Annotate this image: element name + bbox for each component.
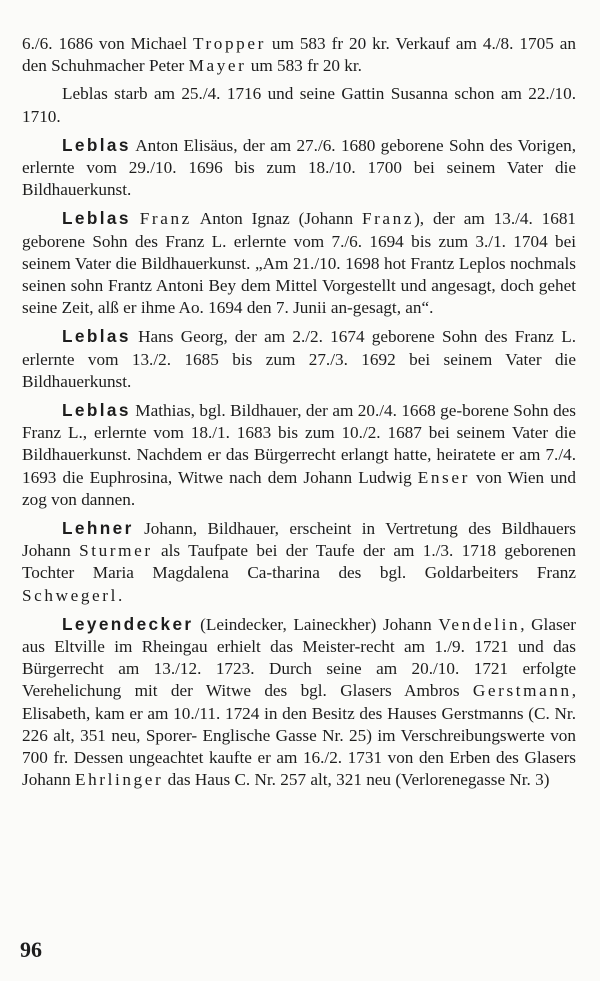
entry-leblas-mathias [22,399,576,511]
spaced-name: Tropper [192,34,266,53]
entry-surname: Leblas [62,134,131,155]
text-run: von Wien und zog von dannen. [22,467,576,509]
page-body [22,33,576,798]
paragraph-continuation [22,33,576,77]
text-run: um 583 fr 20 kr. [246,56,362,76]
entry-leyendecker-johann-vendelin [22,613,576,792]
text-run: ), der am 13./4. 1681 geborene Sohn des Franz L. erlernte vom 7./6. 1694 bis zum 3./1. 1704 bei seinem Vater die Bildhauerkunst. „Am 21./10. 1698 hot Frantz Leplos nochmals seinen sohn Frantz Antoni Bey dem Mittel Vorgestellt und angesagt, doch gehet seine Zeit, alß er ihme Ao. 1694 den 7. Junii an-gesagt, an“. [22,209,577,318]
spaced-name: Ehrlinger [75,770,164,790]
page-number: 96 [20,937,42,962]
spaced-name: Franz [139,209,192,229]
text-run: . [117,585,123,605]
text-run: Johann, Bildhauer, erscheint in Vertretung des Bildhauers Johann [22,519,576,561]
entry-surname: Leblas [62,208,131,229]
spaced-name: Franz [361,209,415,229]
text-run: Anton Elisäus, der am 27./6. 1680 geborene Sohn des Vorigen, erlernte vom 29./10. 1696 bis zum 18./10. 1700 bei seinem Vater die Bildhauerkunst. [22,135,576,200]
entry-leblas-franz-anton-ignaz [22,207,576,319]
spaced-name: Sturmer [79,541,153,561]
entry-surname: Leblas [62,326,131,347]
entry-surname: Leblas [62,400,131,421]
spaced-name: Mayer [188,56,247,76]
spaced-name: Schwegerl [22,585,118,605]
spaced-name: Enser [417,467,470,487]
paragraph-leblas-death [22,83,576,127]
entry-leblas-anton-elisaeus [22,134,576,202]
text-run: um 583 fr 20 kr. Verkauf am 4./8. 1705 an den Schuhmacher Peter [22,34,576,76]
text-run: 6./6. 1686 von Michael [22,34,193,53]
text-run: , Glaser aus Eltville im Rheingau erhielt das Meister-recht am 1./9. 1721 und das Bürgerrecht am 13./12. 1723. Durch seine am 20./10. 1721 erfolgte Verehelichung mit der Witwe des bgl. Glasers Ambros [22,614,576,701]
text-run: Mathias, bgl. Bildhauer, der am 20./4. 1668 ge-borene Sohn des Franz L., erlernte vom 18./1. 1683 bis zum 10./2. 1687 bei seinem Vater die Bildhauerkunst. Nachdem er das Bürgerrecht erlangt hatte, heiratete er am 7./4. 1693 die Euphrosina, Witwe nach dem Johann Ludwig [22,401,576,487]
text-run: (Leindecker, Laineckher) Johann [193,614,439,634]
text-run: Anton Ignaz (Johann [191,209,362,229]
entry-surname: Lehner [62,518,134,539]
text-run: Leblas starb am 25./4. 1716 und seine Gattin Susanna schon am 22./10. 1710. [22,84,576,126]
text-run: , Elisabeth, kam er am 10./11. 1724 in den Besitz des Hauses Gerstmanns (C. Nr. 226 alt, 351 neu, Sporer- Englische Gasse Nr. 25) im Verschreibungswerte von 700 fr. Dessen ungeachtet kaufte er am 16./2. 1731 von den Erben des Glasers Johann [22,681,576,790]
text-run: das Haus C. Nr. 257 alt, 321 neu (Verlorenegasse Nr. 3) [163,770,550,790]
text-run [131,209,140,228]
text-run: Hans Georg, der am 2./2. 1674 geborene Sohn des Franz L. erlernte vom 13./2. 1685 bis zum 27./3. 1692 bei seinem Vater die Bildhauerkunst. [22,327,576,391]
text-run: als Taufpate bei der Taufe der am 1./3. 1718 geborenen Tochter Maria Magdalena Ca-tharina des bgl. Goldarbeiters Franz [22,541,576,583]
entry-leblas-hans-georg [22,325,576,393]
spaced-name: Gerstmann [472,681,572,701]
entry-lehner-johann [22,517,576,607]
spaced-name: Vendelin [438,614,521,634]
entry-surname: Leyendecker [62,613,194,634]
